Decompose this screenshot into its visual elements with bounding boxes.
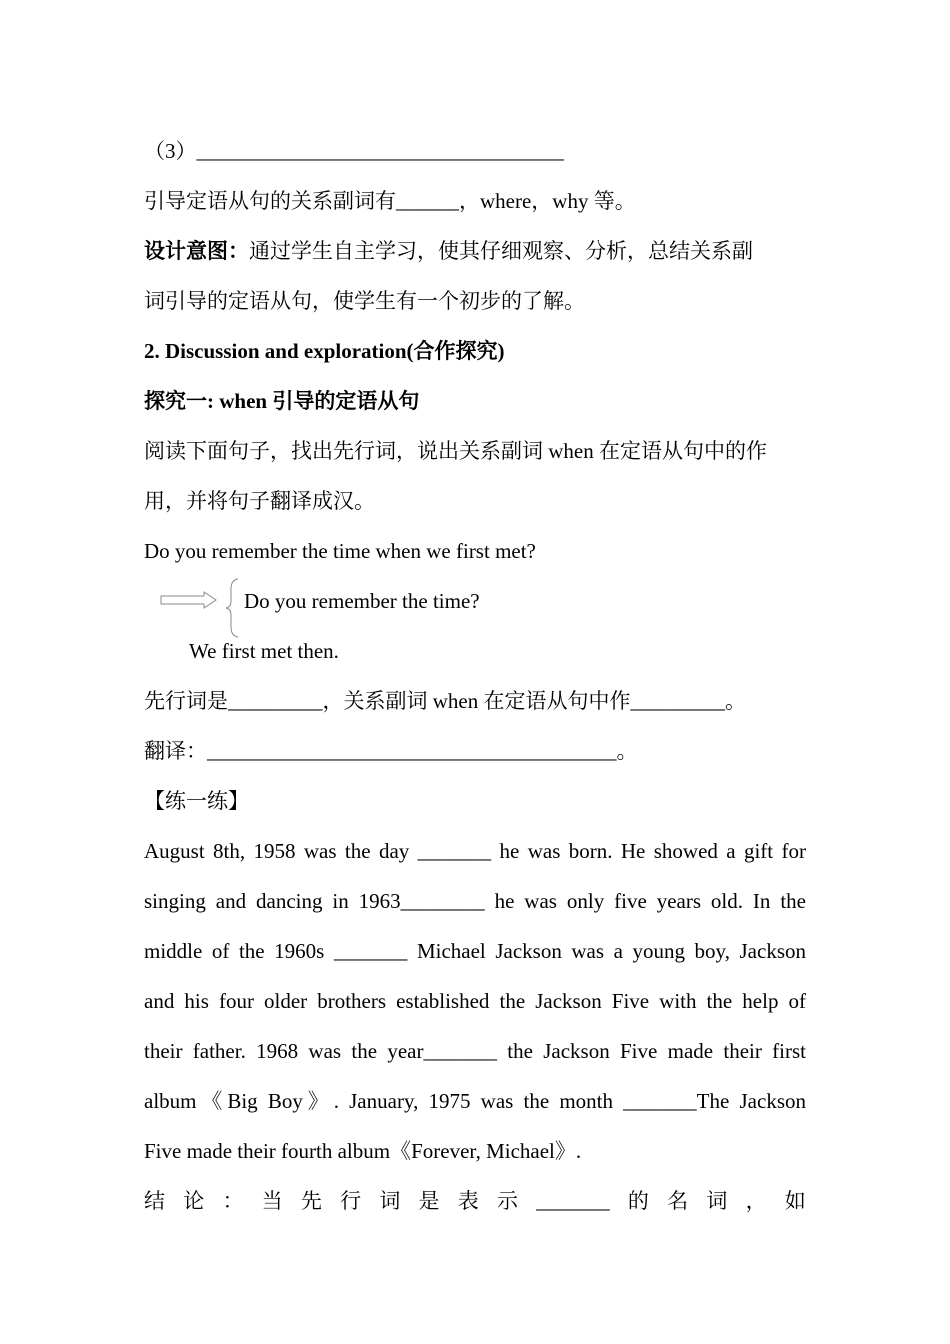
split-sentence-one: Do you remember the time?	[244, 589, 480, 613]
conclusion-line	[144, 1186, 806, 1216]
conclusion-char: 结	[144, 1189, 165, 1213]
conclusion-char: 的	[627, 1189, 649, 1213]
section-heading-discussion: 2. Discussion and exploration(合作探究)	[144, 339, 505, 363]
example-sentence: Do you remember the time when we first met?	[144, 539, 536, 563]
practice-paragraph-line: singing and dancing in 1963________ he was only five years old. In the	[144, 889, 806, 913]
conclusion-char: 当	[261, 1189, 283, 1213]
practice-paragraph-line: middle of the 1960s _______ Michael Jackson was a young boy, Jackson	[144, 939, 806, 963]
conclusion-char: 词	[379, 1189, 401, 1213]
instruction-line: 阅读下面句子，找出先行词，说出关系副词 when 在定语从句中的作	[144, 439, 767, 463]
practice-paragraph-line: August 8th, 1958 was the day _______ he was born. He showed a gift for	[144, 839, 806, 863]
conclusion-char: 行	[340, 1189, 362, 1213]
translation-line: 翻译：_______________________________________。	[144, 739, 638, 763]
conclusion-char: 示	[496, 1189, 518, 1213]
conclusion-char: 表	[457, 1189, 479, 1213]
exploration-one-heading: 探究一: when 引导的定语从句	[144, 389, 420, 413]
conclusion-char: 先	[300, 1189, 322, 1213]
split-sentence-two: We first met then.	[189, 639, 339, 663]
practice-paragraph-line: album《Big Boy》. January, 1975 was the month _______The Jackson	[144, 1089, 806, 1113]
practice-paragraph-line: and his four older brothers established the Jackson Five with the help of	[144, 989, 806, 1013]
practice-heading: 【练一练】	[144, 789, 249, 813]
practice-paragraph-line: their father. 1968 was the year_______ the Jackson Five made their first	[144, 1039, 806, 1063]
practice-paragraph-line: Five made their fourth album《Forever, Michael》.	[144, 1139, 582, 1163]
conclusion-char: ，	[745, 1189, 767, 1213]
antecedent-question: 先行词是_________，关系副词 when 在定语从句中作_________。	[144, 689, 746, 713]
instruction-continued: 用，并将句子翻译成汉。	[144, 489, 375, 513]
conclusion-char: 词	[706, 1189, 728, 1213]
design-intent-line	[144, 236, 806, 266]
left-brace-icon	[224, 577, 246, 639]
design-intent-continued: 词引导的定语从句，使学生有一个初步的了解。	[144, 289, 585, 313]
design-intent-label: 设计意图：	[144, 239, 249, 263]
conclusion-char: 是	[418, 1189, 440, 1213]
right-arrow-icon	[160, 590, 220, 610]
design-intent-text: 通过学生自主学习，使其仔细观察、分析，总结关系副	[249, 239, 753, 263]
conclusion-char: 名	[667, 1189, 689, 1213]
conclusion-char: 论	[183, 1189, 205, 1213]
conclusion-char: ：	[222, 1189, 244, 1213]
relative-adverb-line: 引导定语从句的关系副词有______，where，why 等。	[144, 189, 636, 213]
conclusion-char: 如	[784, 1189, 806, 1213]
blank-item-3: （3）___________________________________	[144, 139, 564, 163]
conclusion-blank: _______	[536, 1189, 610, 1213]
